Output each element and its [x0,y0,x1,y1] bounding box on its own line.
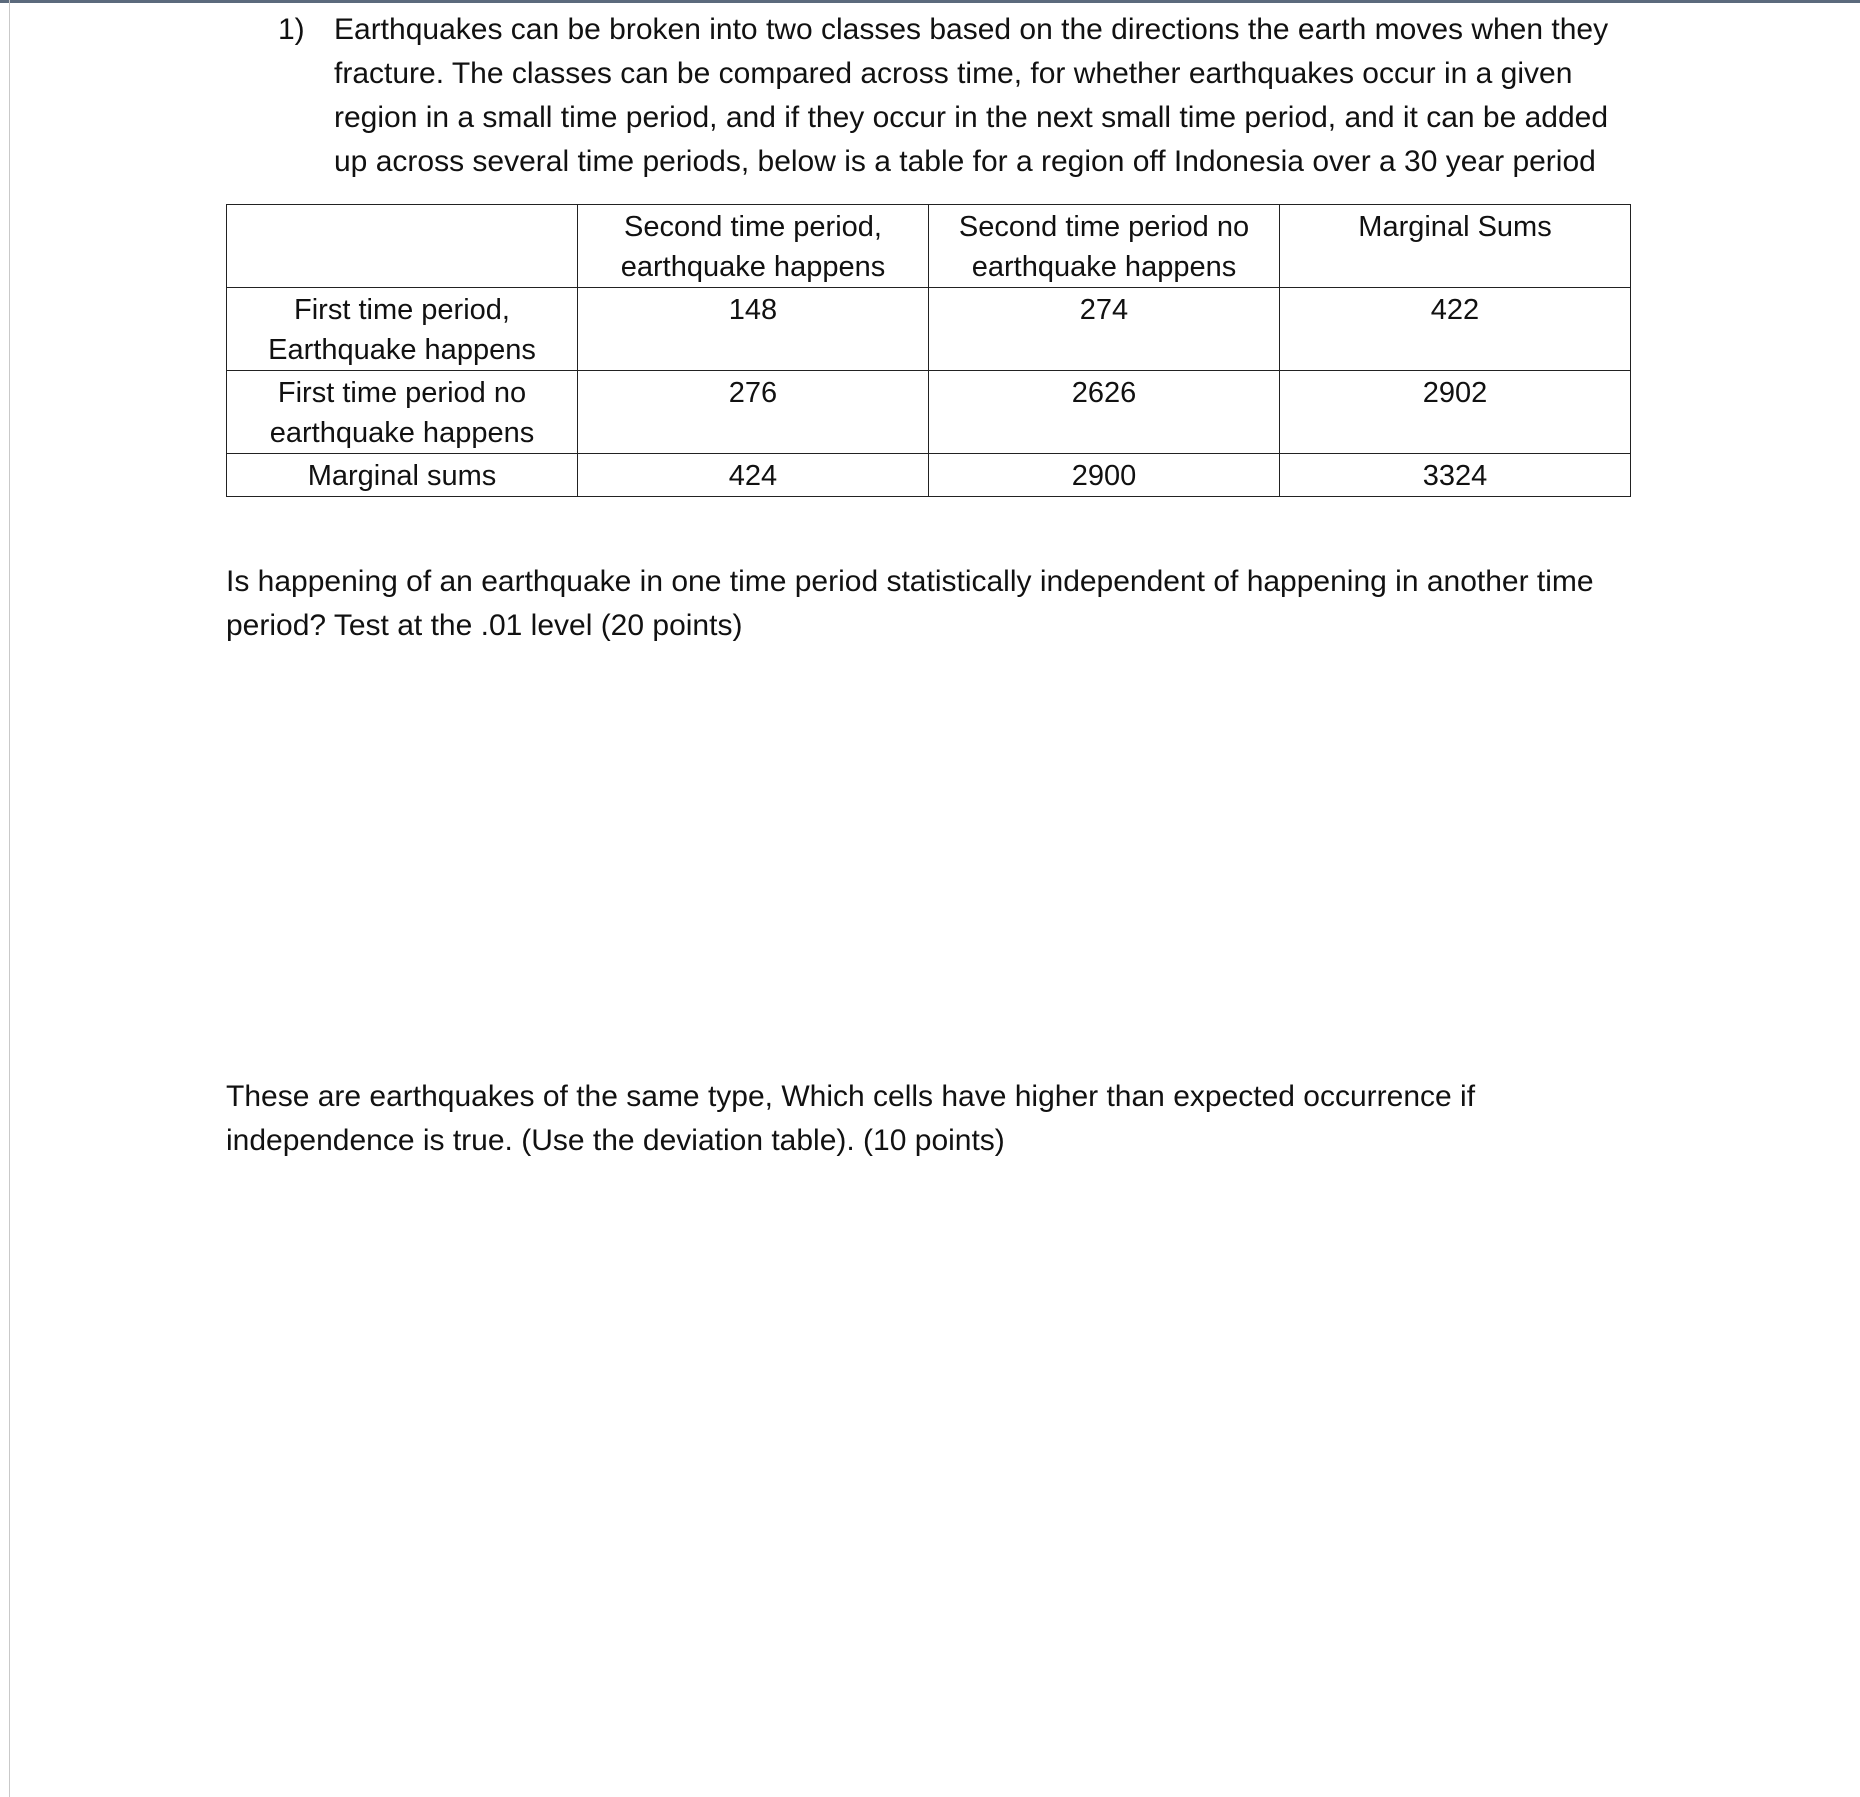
table-row [227,371,1631,454]
window-top-border [0,0,1860,3]
row-label-marginal: Marginal sums [227,454,578,497]
question-number: 1) [278,13,305,46]
part3-line: These are earthquakes of the same type, Which cells have higher than expected occurrence if [226,1080,1476,1113]
table-row [227,288,1631,371]
intro-line: fracture. The classes can be compared across time, for whether earthquakes occur in a given [334,57,1573,90]
part3-line: independence is true. (Use the deviation table). (10 points) [226,1124,1005,1157]
question-part-deviation [226,1075,1646,1163]
table-cell: 424 [578,454,929,497]
intro-line: Earthquakes can be broken into two classes based on the directions the earth moves when they [334,13,1609,46]
question-part-independence [226,560,1646,648]
col-header-second-eq: Second time period, earthquake happens [578,205,929,288]
contingency-table [226,204,1631,497]
table-cell: 148 [578,288,929,371]
table-cell: 274 [929,288,1280,371]
table-header-row [227,205,1631,288]
table-cell: 2626 [929,371,1280,454]
part2-line: Is happening of an earthquake in one time period statistically independent of happening in another time [226,565,1594,598]
table-cell: 2900 [929,454,1280,497]
table-row [227,454,1631,497]
table-corner-cell [227,205,578,288]
intro-line: region in a small time period, and if they occur in the next small time period, and it can be added [334,101,1609,134]
intro-line: up across several time periods, below is a table for a region off Indonesia over a 30 year period [334,145,1596,178]
row-label-first-no-eq: First time period no earthquake happens [227,371,578,454]
table-cell: 2902 [1280,371,1631,454]
table-cell: 422 [1280,288,1631,371]
col-header-second-no-eq: Second time period no earthquake happens [929,205,1280,288]
page-left-edge [9,0,10,1797]
table-cell: 276 [578,371,929,454]
table-cell: 3324 [1280,454,1631,497]
col-header-marginal: Marginal Sums [1280,205,1631,288]
row-label-first-eq: First time period, Earthquake happens [227,288,578,371]
question-intro-text [334,8,1654,184]
part2-line: period? Test at the .01 level (20 points) [226,609,743,642]
